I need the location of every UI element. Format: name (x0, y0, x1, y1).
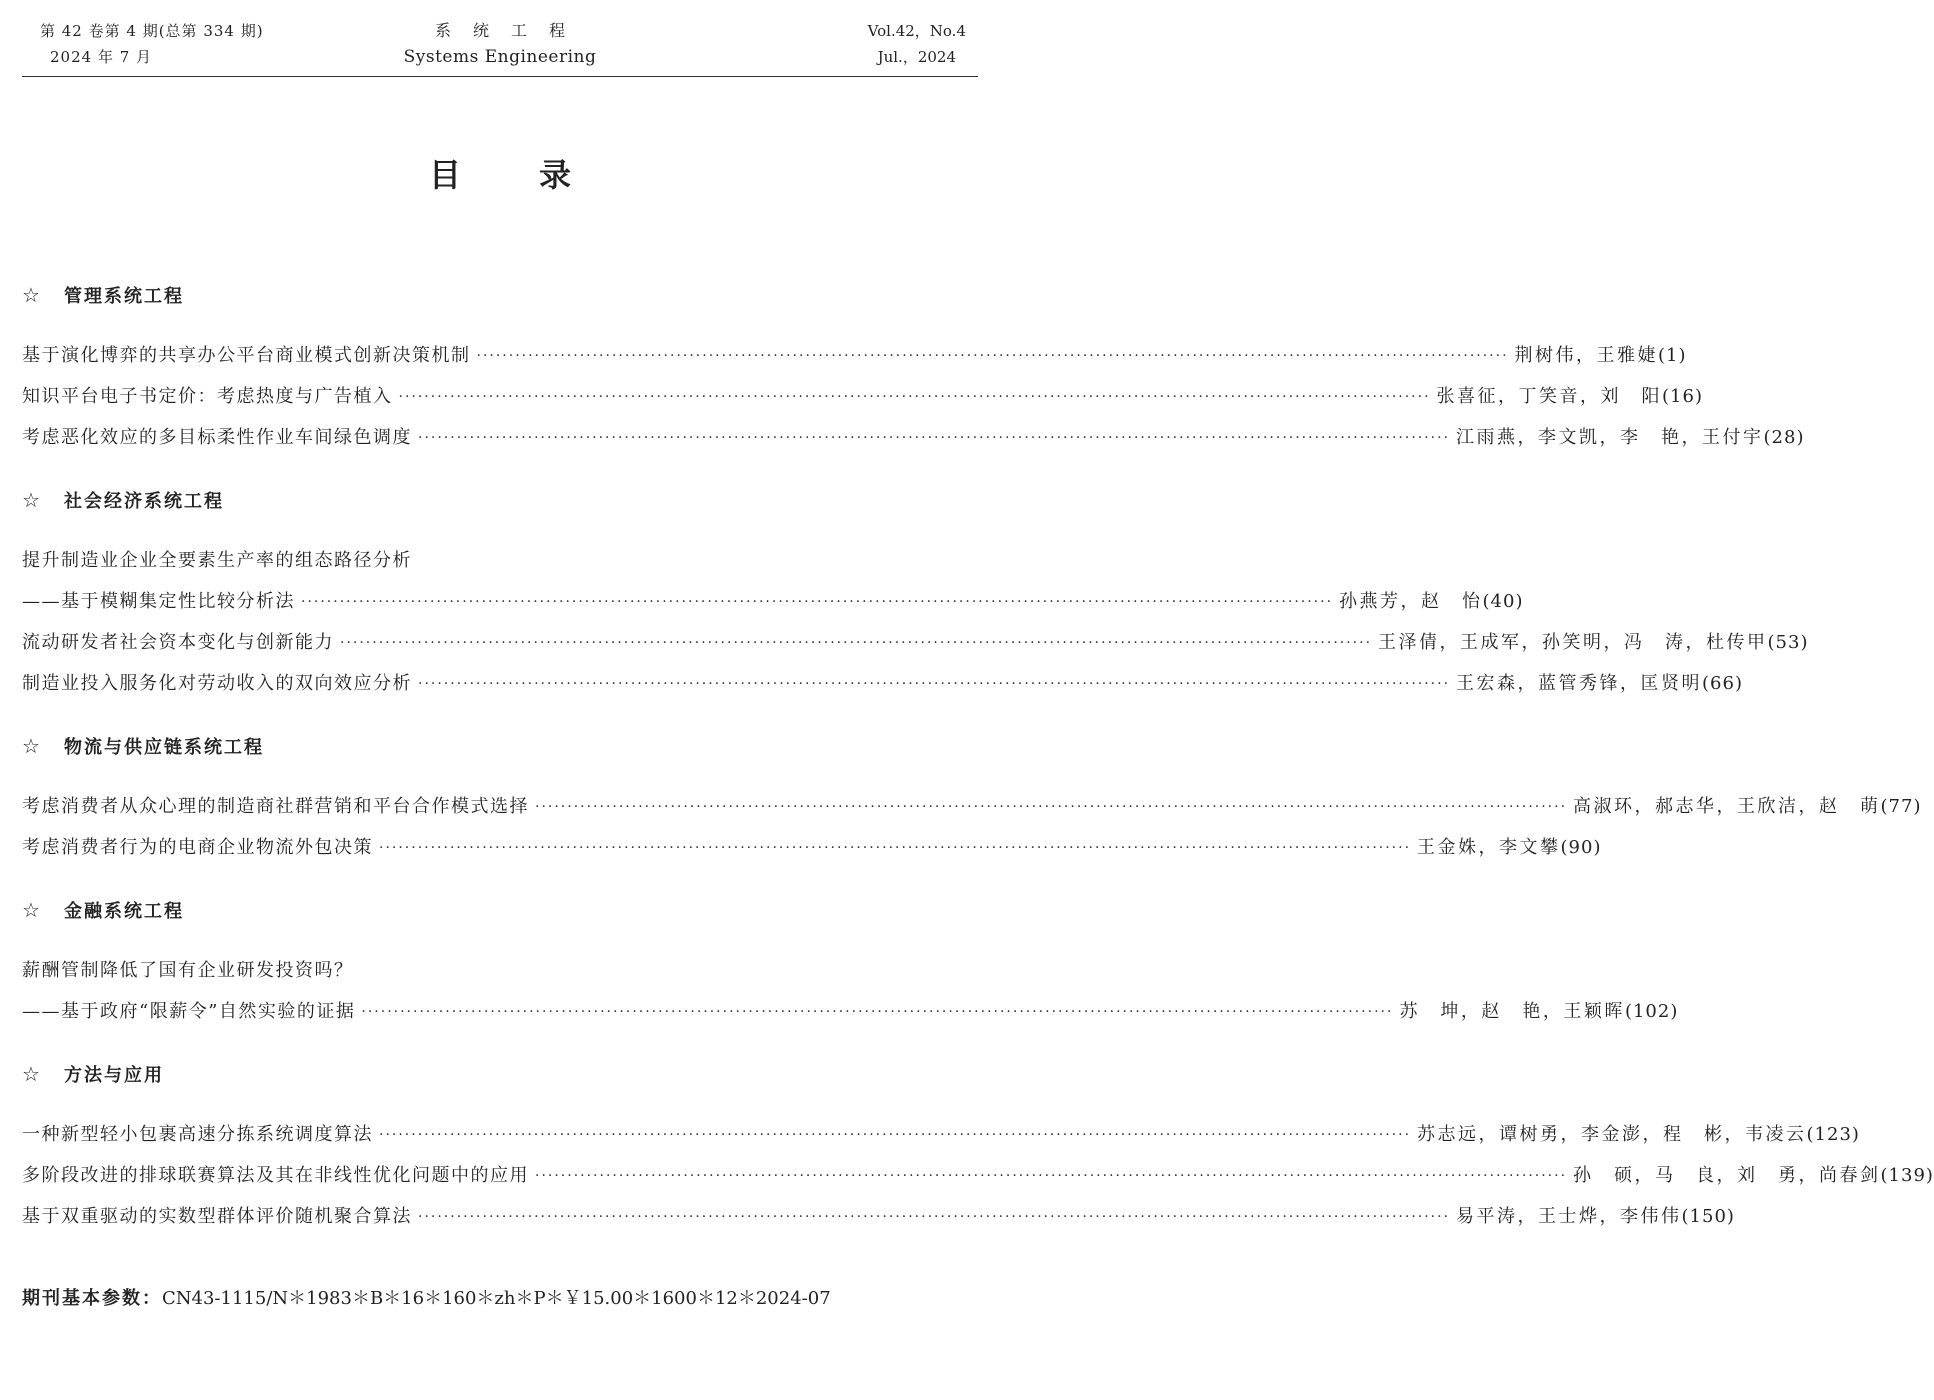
toc-entry[interactable] (22, 341, 1687, 371)
section-heading (22, 485, 224, 515)
section-heading (22, 280, 184, 310)
toc-entry[interactable] (22, 669, 1743, 699)
toc-entry[interactable] (22, 833, 1602, 863)
entry-page: (40) (1482, 591, 1524, 612)
leader-dots: ································································································································································ (418, 430, 1451, 446)
issue-date: 2024 年 7 月 (50, 48, 153, 66)
section-title: 管理系统工程 (64, 286, 184, 307)
issue-info-en (868, 18, 966, 70)
entry-authors: 江雨燕，李文凯，李 艳，王付宇 (1456, 427, 1764, 448)
entry-authors: 王金姝，李文攀 (1417, 837, 1561, 858)
leader-dots: ································································································································································ (418, 676, 1451, 692)
entry-authors: 苏 坤，赵 艳，王颖晖 (1399, 1001, 1625, 1022)
toc-entry-title-line[interactable] (22, 956, 978, 986)
entry-authors: 易平涛，王士烨，李伟伟 (1456, 1206, 1682, 1227)
journal-name-en: Systems Engineering (403, 47, 597, 67)
entry-title: 知识平台电子书定价：考虑热度与广告植入 (22, 386, 393, 407)
toc-entry[interactable] (22, 423, 1805, 453)
leader-dots: ································································································································································ (340, 635, 1373, 651)
entry-title: 多阶段改进的排球联赛算法及其在非线性优化问题中的应用 (22, 1165, 529, 1186)
entry-title: 基于演化博弈的共享办公平台商业模式创新决策机制 (22, 345, 471, 366)
entry-page: (1) (1658, 345, 1687, 366)
entry-title: 制造业投入服务化对劳动收入的双向效应分析 (22, 673, 412, 694)
star-icon: ☆ (22, 1062, 42, 1086)
entry-page: (66) (1702, 673, 1743, 694)
entry-authors: 王泽倩，王成军，孙笑明，冯 涛，杜传甲 (1378, 632, 1768, 653)
toc-entry[interactable] (22, 997, 1679, 1027)
entry-authors: 苏志远，谭树勇，李金澎，程 彬，韦凌云 (1417, 1124, 1807, 1145)
star-icon: ☆ (22, 734, 42, 758)
section-title: 社会经济系统工程 (64, 491, 224, 512)
entry-authors: 孙燕芳，赵 怡 (1339, 591, 1483, 612)
section-title: 金融系统工程 (64, 901, 184, 922)
entry-page: (150) (1681, 1206, 1735, 1227)
toc-entry[interactable] (22, 628, 1809, 658)
entry-title: 考虑消费者从众心理的制造商社群营销和平台合作模式选择 (22, 796, 529, 817)
entry-authors: 张喜征，丁笑音，刘 阳 (1436, 386, 1663, 407)
entry-authors: 王宏森，蓝管秀锋，匡贤明 (1456, 673, 1703, 694)
leader-dots: ································································································································································ (379, 1127, 1412, 1143)
leader-dots: ································································································································································ (535, 799, 1568, 815)
section-heading (22, 731, 264, 761)
section-title: 物流与供应链系统工程 (64, 737, 264, 758)
entry-page: (28) (1763, 427, 1805, 448)
leader-dots: ································································································································································ (379, 840, 1412, 856)
entry-authors: 孙 硕，马 良，刘 勇，尚春剑 (1573, 1165, 1881, 1186)
star-icon: ☆ (22, 488, 42, 512)
entry-title: 基于双重驱动的实数型群体评价随机聚合算法 (22, 1206, 412, 1227)
leader-dots: ································································································································································ (418, 1209, 1451, 1225)
entry-page: (123) (1806, 1124, 1860, 1145)
toc-entry[interactable] (22, 587, 1524, 617)
toc-entry[interactable] (22, 1161, 1934, 1191)
volume-en: Vol.42，No.4 (867, 22, 966, 40)
star-icon: ☆ (22, 283, 42, 307)
section-heading (22, 895, 184, 925)
journal-name-cn: 系统工程 (434, 21, 587, 40)
leader-dots: ································································································································································ (361, 1004, 1394, 1020)
entry-page: (77) (1880, 796, 1922, 817)
issue-volume: 第 42 卷第 4 期(总第 334 期) (40, 22, 264, 40)
leader-dots: ································································································································································ (301, 594, 1334, 610)
toc-entry[interactable] (22, 1120, 1860, 1150)
entry-page: (16) (1662, 386, 1703, 407)
journal-parameters (22, 1284, 831, 1314)
toc-entry[interactable] (22, 382, 1703, 412)
entry-authors: 荆树伟，王雅婕 (1514, 345, 1659, 366)
entry-subtitle: ——基于政府“限薪令”自然实验的证据 (22, 1001, 356, 1022)
toc-entry[interactable] (22, 1202, 1735, 1232)
entry-title: 流动研发者社会资本变化与创新能力 (22, 632, 334, 653)
parameters-value: CN43-1115/N＊1983＊B＊16＊160＊zh＊P＊￥15.00＊1600＊12＊2024-07 (162, 1288, 831, 1309)
entry-title: 薪酬管制降低了国有企业研发投资吗？ (22, 960, 354, 981)
entry-page: (102) (1624, 1001, 1679, 1022)
section-heading (22, 1059, 164, 1089)
entry-authors: 高淑环，郝志华，王欣洁，赵 萌 (1573, 796, 1881, 817)
entry-page: (139) (1880, 1165, 1934, 1186)
leader-dots: ································································································································································ (398, 389, 1431, 405)
entry-title: 考虑恶化效应的多目标柔性作业车间绿色调度 (22, 427, 412, 448)
toc-entry-title-line[interactable] (22, 546, 978, 576)
leader-dots: ································································································································································ (476, 348, 1509, 364)
entry-page: (53) (1767, 632, 1809, 653)
entry-subtitle: ——基于模糊集定性比较分析法 (22, 591, 295, 612)
section-title: 方法与应用 (64, 1065, 164, 1086)
parameters-label: 期刊基本参数： (22, 1288, 162, 1309)
star-icon: ☆ (22, 898, 42, 922)
entry-title: 一种新型轻小包裹高速分拣系统调度算法 (22, 1124, 373, 1145)
leader-dots: ································································································································································ (535, 1168, 1568, 1184)
page-title: 目录 (428, 156, 649, 194)
page-header (22, 18, 978, 77)
date-en: Jul.，2024 (877, 48, 956, 66)
entry-page: (90) (1560, 837, 1602, 858)
toc-entry[interactable] (22, 792, 1922, 822)
entry-title: 考虑消费者行为的电商企业物流外包决策 (22, 837, 373, 858)
journal-name (22, 18, 978, 70)
entry-title: 提升制造业企业全要素生产率的组态路径分析 (22, 550, 412, 571)
